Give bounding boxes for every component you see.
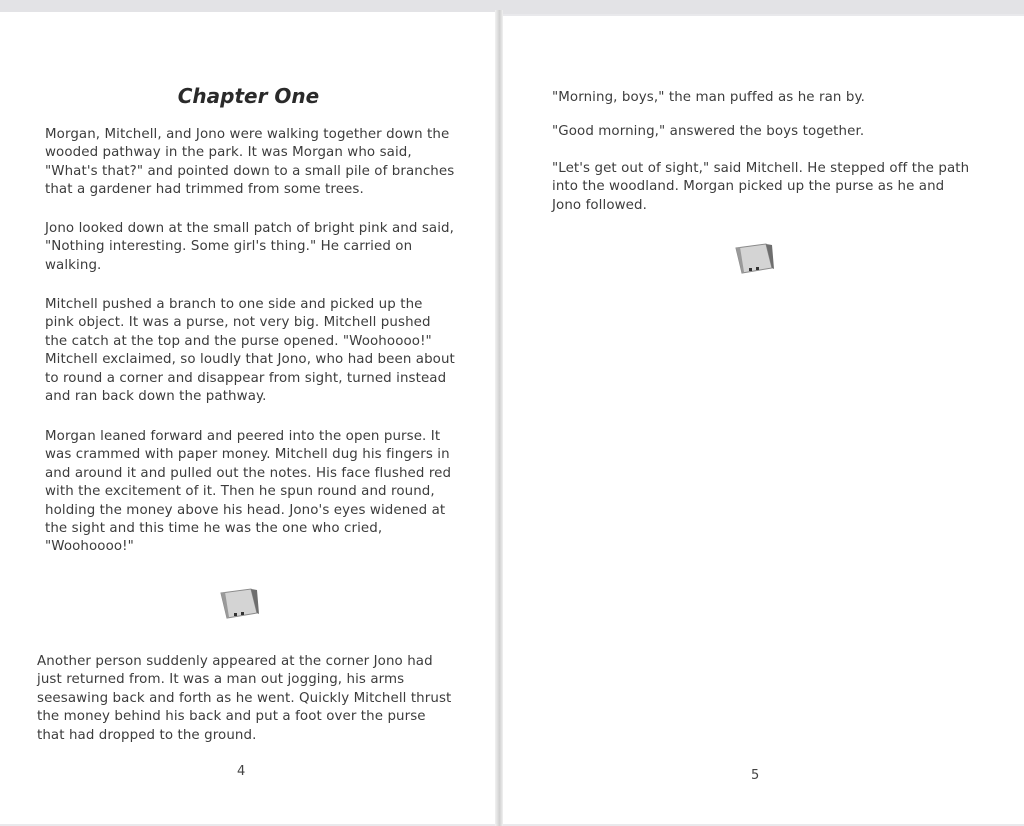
left-paragraph-1: Morgan, Mitchell, and Jono were walking together down the wooded pathway in the park. It was Morgan who said, "What's that?" and pointed down to a small pile of branches that a gardener had trimmed from some trees.: [45, 127, 455, 198]
right-paragraph-1: "Morning, boys," the man puffed as he ran by.: [552, 90, 865, 105]
left-paragraph-5: Another person suddenly appeared at the corner Jono had just returned from. It was a man out jogging, his arms seesawing back and forth as he went. Quickly Mitchell thrust the money behind his back and put a foot over the purse that had dropped to the ground.: [37, 654, 452, 743]
left-paragraph-2: Jono looked down at the small patch of bright pink and said, "Nothing interesting. Some girl's thing." He carried on walking.: [45, 221, 454, 273]
book-gutter: [495, 10, 503, 826]
left-paragraph-3: Mitchell pushed a branch to one side and picked up the pink object. It was a purse, not very big. Mitchell pushed the catch at the top and the purse opened. "Woohoooo!" Mitchell exclaimed, so loudly that Jono, who had been about to round a corner and disappear from sight, turned instead and ran back down the pathway.: [45, 297, 455, 405]
left-paragraph-4: Morgan leaned forward and peered into the open purse. It was crammed with paper money. Mitchell dug his fingers in and around it and pulled out the notes. His face flushed red with the excitement of it. Then he spun round and round, holding the money above his head. Jono's eyes widened at the sight and this time he was the one who cried, "Woohoooo!": [45, 429, 452, 555]
right-paragraph-2: "Good morning," answered the boys together.: [552, 124, 865, 139]
book-ornament-icon: [219, 587, 259, 621]
book-ornament-icon: [734, 242, 774, 276]
page-number-left: 4: [237, 764, 246, 779]
right-paragraph-3: "Let's get out of sight," said Mitchell. He stepped off the path into the woodland. Morgan picked up the purse as he and Jono followed.: [552, 161, 970, 213]
chapter-title: Chapter One: [177, 84, 320, 108]
page-number-right: 5: [751, 768, 760, 783]
